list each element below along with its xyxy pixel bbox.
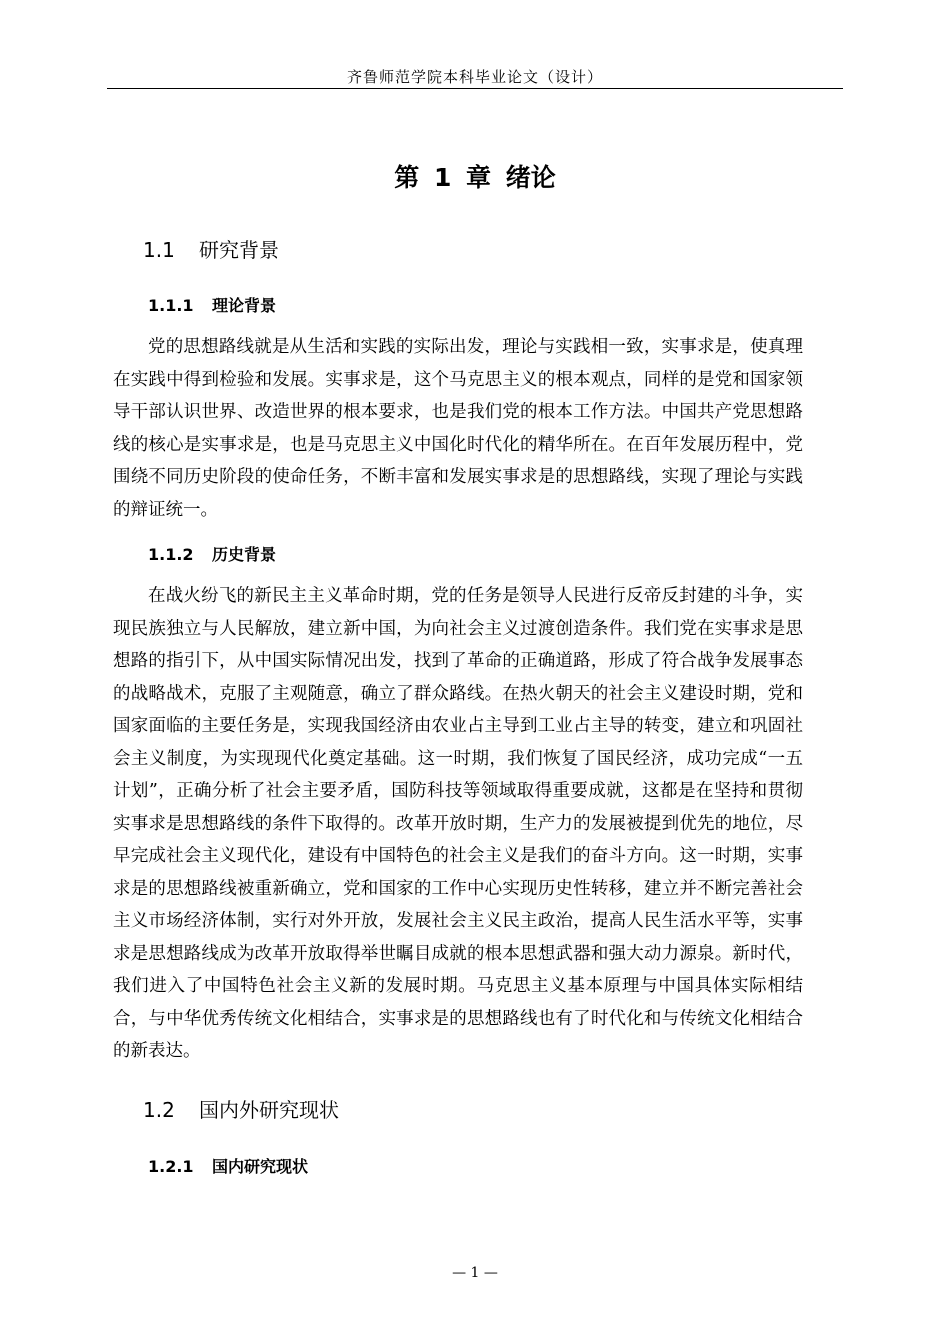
- section-number: 1.1: [143, 238, 175, 262]
- subsection-heading-1-2-1: [148, 1154, 308, 1177]
- section-heading-1-2: [143, 1094, 339, 1123]
- subsection-heading-1-1-2: [148, 542, 276, 565]
- header-rule: [107, 88, 843, 89]
- section-heading-1-1: [143, 234, 279, 263]
- page-number: — 1 —: [452, 1265, 498, 1281]
- subsection-title: 理论背景: [212, 296, 277, 315]
- section-number: 1.2: [143, 1098, 175, 1122]
- section-title: 国内外研究现状: [199, 1098, 339, 1122]
- subsection-title: 国内研究现状: [212, 1157, 309, 1176]
- subsection-heading-1-1-1: [148, 293, 276, 316]
- paragraph-theoretical-background: 党的思想路线就是从生活和实践的实际出发，理论与实践相一致，实事求是，使真理在实践中得到检验和发展。实事求是，这个马克思主义的根本观点，同样的是党和国家领导干部认识世界、改造世界的根本要求，也是我们党的根本工作方法。中国共产党思想路线的核心是实事求是，也是马克思主义中国化时代化的精华所在。在百年发展历程中，党围绕不同历史阶段的使命任务，不断丰富和发展实事求是的思想路线，实现了理论与实践的辩证统一。: [113, 337, 803, 520]
- subsection-number: 1.1.1: [148, 296, 194, 315]
- subsection-title: 历史背景: [212, 545, 277, 564]
- chapter-title: 第 1 章 绪论: [394, 163, 556, 192]
- section-title: 研究背景: [199, 238, 279, 262]
- running-header: 齐鲁师范学院本科毕业论文（设计）: [346, 68, 603, 86]
- subsection-number: 1.2.1: [148, 1157, 194, 1176]
- paragraph-historical-background: 在战火纷飞的新民主主义革命时期，党的任务是领导人民进行反帝反封建的斗争，实现民族独立与人民解放，建立新中国，为向社会主义过渡创造条件。我们党在实事求是思想路的指引下，从中国实际情况出发，找到了革命的正确道路，形成了符合战争发展事态的战略战术，克服了主观随意，确立了群众路线。在热火朝天的社会主义建设时期，党和国家面临的主要任务是，实现我国经济由农业占主导到工业占主导的转变，建立和巩固社会主义制度，为实现现代化奠定基础。这一时期，我们恢复了国民经济，成功完成“一五计划”，正确分析了社会主要矛盾，国防科技等领域取得重要成就，这都是在坚持和贯彻实事求是思想路线的条件下取得的。改革开放时期，生产力的发展被提到优先的地位，尽早完成社会主义现代化，建设有中国特色的社会主义是我们的奋斗方向。这一时期，实事求是的思想路线被重新确立，党和国家的工作中心实现历史性转移，建立并不断完善社会主义市场经济体制，实行对外开放，发展社会主义民主政治，提高人民生活水平等，实事求是思想路线成为改革开放取得举世瞩目成就的根本思想武器和强大动力源泉。新时代，我们进入了中国特色社会主义新的发展时期。马克思主义基本原理与中国具体实际相结合，与中华优秀传统文化相结合，实事求是的思想路线也有了时代化和与传统文化相结合的新表达。: [113, 586, 803, 1061]
- subsection-number: 1.1.2: [148, 545, 194, 564]
